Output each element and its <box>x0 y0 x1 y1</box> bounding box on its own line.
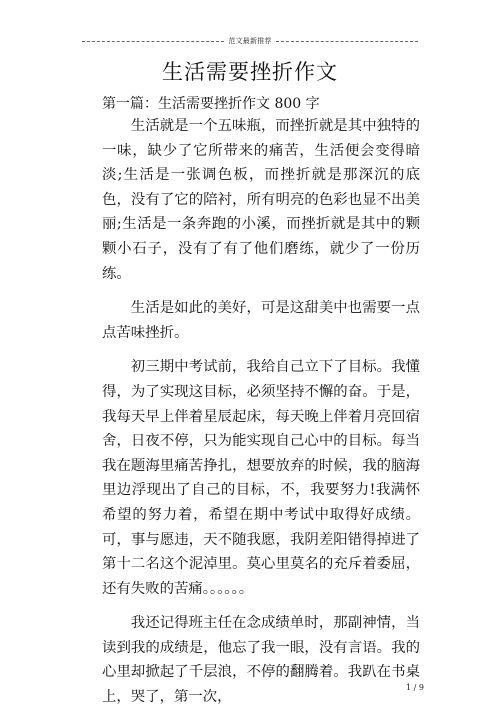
paragraph: 生活是如此的美好，可是这甜美中也需要一点点苦味挫折。 <box>102 300 420 341</box>
document-subtitle: 第一篇：生活需要挫折作文 800 字 <box>102 96 320 112</box>
header-label: 范文最新推荐 <box>228 37 272 45</box>
document-body <box>102 114 420 720</box>
paragraph: 初三期中考试前，我给自己立下了目标。我懂得，为了实现这目标，必须坚持不懈的奋。于是，我每天早上伴着星辰起床，每天晚上伴着月亮回宿舍，日夜不停，只为能实现自己心中的目标。每当我在题海里痛苦挣扎，想要放弃的时候，我的脑海里边浮现出了自己的目标，不，我要努力!我满怀希望的努力着，希望在期中考试中取得好成绩。可，事与愿违，天不随我愿，我阴差阳错得掉进了第十二名这个泥淖里。莫心里莫名的充斥着委屈，还有失败的苦痛。。。。。。 <box>102 359 420 597</box>
paragraph: 生活就是一个五味瓶，而挫折就是其中独特的一味，缺少了它所带来的痛苦，生活便会变得暗淡;生活是一张调色板，而挫折就是那深沉的底色，没有了它的陪衬，所有明亮的色彩也显不出美丽;生活是一条奔跑的小溪，而挫折就是其中的颗颗小石子，没有了有了他们磨练，就少了一份历练。 <box>102 118 420 282</box>
paragraph: 我还记得班主任在念成绩单时，那副神情，当读到我的成绩是，他忘了我一眼，没有言语。我的心里却掀起了千层浪，不停的翻腾着。我趴在书桌上，哭了，第一次， <box>102 615 420 706</box>
document-title: 生活需要挫折作文 <box>162 60 338 84</box>
header-divider-left <box>82 41 224 42</box>
page-header <box>82 34 418 48</box>
header-divider-right <box>276 41 418 42</box>
page-number: 1 / 9 <box>406 683 424 692</box>
